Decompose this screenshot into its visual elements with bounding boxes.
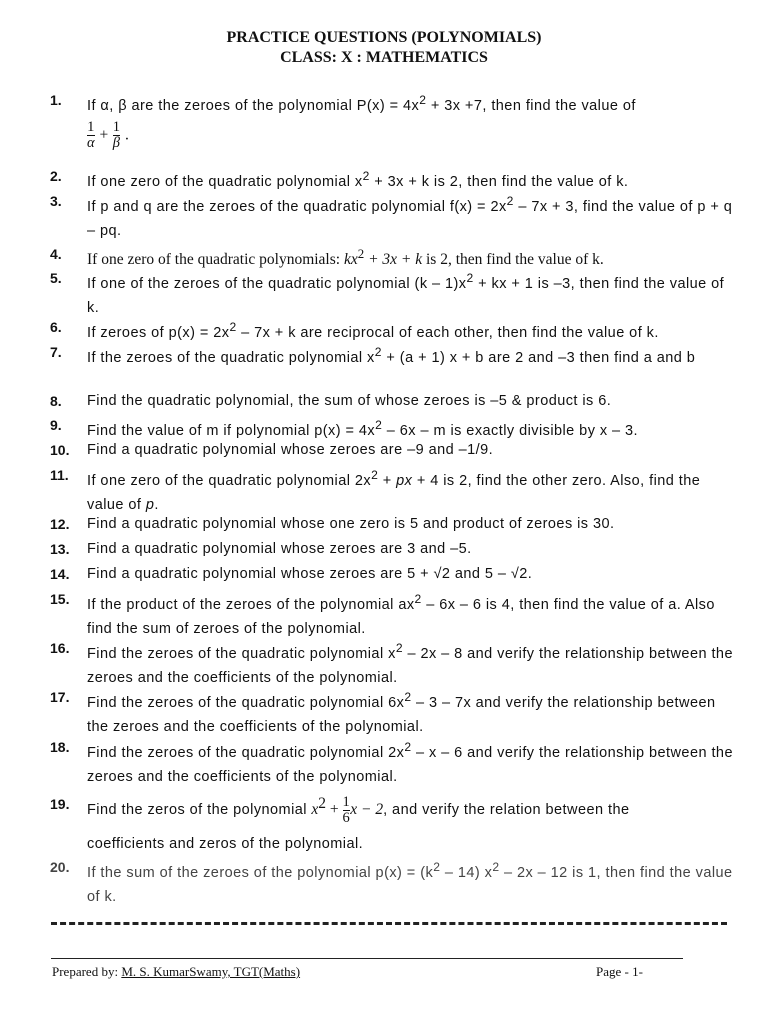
question-text: Find a quadratic polynomial whose zeroes are 3 and –5.: [87, 541, 472, 557]
dashed-divider: [51, 922, 727, 925]
question-number: 17.: [50, 689, 70, 705]
question-number: 18.: [50, 739, 70, 755]
question-text: If one zero of the quadratic polynomial $2x^2$ + px + 4 is 2, find the other zero. Also, find the value of p.: [87, 468, 701, 514]
question-19: [50, 792, 740, 856]
question-text: Find the zeroes of the quadratic polynomial $2x^2$ – x – 6 and verify the relationship between the zeroes and the coefficients of the polynomial.: [87, 740, 733, 786]
fraction-expression: $\frac{1}{\alpha}$ + $\frac{1}{\beta}$ .: [87, 119, 129, 152]
question-text: If zeroes of $p(x) = 2x^2 - 7x + k$ are reciprocal of each other, then find the value of k.: [87, 320, 659, 341]
question-number: 5.: [50, 270, 62, 286]
question-1: [50, 88, 740, 151]
question-13: [50, 537, 740, 562]
question-text: If the sum of the zeroes of the polynomial $p(x) = (k^2 - 14)$ $x^2 - 2x - 12$ is 1, then find the value of k.: [87, 860, 733, 906]
question-number: 6.: [50, 319, 62, 335]
question-14: [50, 562, 740, 587]
question-text: Find a quadratic polynomial whose one zero is 5 and product of zeroes is 30.: [87, 516, 615, 532]
question-text: Find a quadratic polynomial whose zeroes are –9 and –1/9.: [87, 442, 494, 458]
question-12: [50, 512, 740, 537]
question-number: 7.: [50, 344, 62, 360]
question-number: 4.: [50, 246, 62, 262]
question-number: 13.: [50, 541, 70, 557]
question-text: Find the zeros of the polynomial $x^2$ + $\frac{1}{6}$ x − 2, and verify the relation between the: [87, 793, 630, 826]
question-text-continued: coefficients and zeros of the polynomial.: [87, 835, 364, 852]
question-number: 11.: [50, 467, 69, 483]
question-text: Find the value of m if polynomial $p(x) = 4x^2 - 6x - m$ is exactly divisible by x – 3.: [87, 418, 639, 439]
question-18: [50, 735, 740, 790]
question-number: 1.: [50, 92, 62, 108]
question-number: 3.: [50, 193, 62, 209]
question-number: 14.: [50, 566, 70, 582]
question-number: 10.: [50, 442, 70, 458]
fraction-1-over-alpha: $\frac{1}{\alpha}$: [87, 119, 96, 152]
question-text: Find the zeroes of the quadratic polynomial $6x^2 - 3 - 7x$ and verify the relationship between the zeroes and the coefficients of the polynomial.: [87, 690, 716, 736]
question-number: 15.: [50, 591, 70, 607]
question-number: 20.: [50, 859, 70, 875]
question-11: [50, 463, 740, 518]
question-text: If the product of the zeroes of the polynomial $ax^2 - 6x - 6$ is 4, then find the value of a. Also find the sum of zeroes of the polynomial.: [87, 592, 715, 638]
page-number: Page - 1-: [596, 964, 643, 979]
question-text: If one zero of the quadratic polynomial $x^2 + 3x + k$ is 2, then find the value of k.: [87, 169, 629, 190]
question-text: If p and q are the zeroes of the quadratic polynomial $f(x) = 2x^2 - 7x + 3$, find the value of p + q – pq.: [87, 194, 733, 240]
question-text: Find a quadratic polynomial whose zeroes are 5 + √2 and 5 – √2.: [87, 566, 533, 582]
question-text: If α, β are the zeroes of the polynomial $P(x) = 4x^2 + 3x +7$, then find the value of: [87, 93, 636, 114]
question-7: [50, 340, 740, 370]
footer-prepared-by: Prepared by: M. S. KumarSwamy, TGT(Maths): [52, 964, 301, 979]
question-number: 16.: [50, 640, 70, 656]
question-number: 12.: [50, 516, 70, 532]
question-3: [50, 189, 740, 244]
footer-rule: [51, 958, 683, 959]
question-10: [50, 438, 740, 463]
question-text: If one of the zeroes of the quadratic polynomial $(k - 1)x^2$ + kx + 1 is –3, then find the value of k.: [87, 271, 725, 317]
page-header: [0, 28, 768, 68]
question-20: [50, 855, 740, 910]
question-text: If one zero of the quadratic polynomials: $kx^2 + 3x + k$ is 2, then find the value of k.: [87, 246, 604, 269]
question-16: [50, 636, 740, 691]
question-15: [50, 587, 740, 642]
question-8: [50, 389, 740, 414]
question-text: Find the zeroes of the quadratic polynomial $x^2 - 2x - 8$ and verify the relationship between the zeroes and the coefficients of the polynomial.: [87, 641, 733, 687]
question-number: 8.: [50, 393, 62, 409]
question-17: [50, 685, 740, 740]
question-number: 2.: [50, 168, 62, 184]
question-5: [50, 266, 740, 321]
question-text: Find the quadratic polynomial, the sum of whose zeroes is –5 & product is 6.: [87, 393, 612, 409]
page-title: PRACTICE QUESTIONS (POLYNOMIALS): [226, 29, 542, 46]
question-text: If the zeroes of the quadratic polynomial $x^2 + (a + 1) x + b$ are 2 and –3 then find a and b: [87, 345, 696, 366]
fraction-1-over-beta: $\frac{1}{\beta}$: [112, 119, 121, 152]
question-number: 19.: [50, 796, 70, 812]
question-number: 9.: [50, 417, 62, 433]
page-subtitle: CLASS: X : MATHEMATICS: [280, 49, 488, 66]
author-name: M. S. KumarSwamy, TGT(Maths): [121, 964, 301, 979]
fraction-one-sixth: $\frac{1}{6}$: [342, 793, 351, 826]
